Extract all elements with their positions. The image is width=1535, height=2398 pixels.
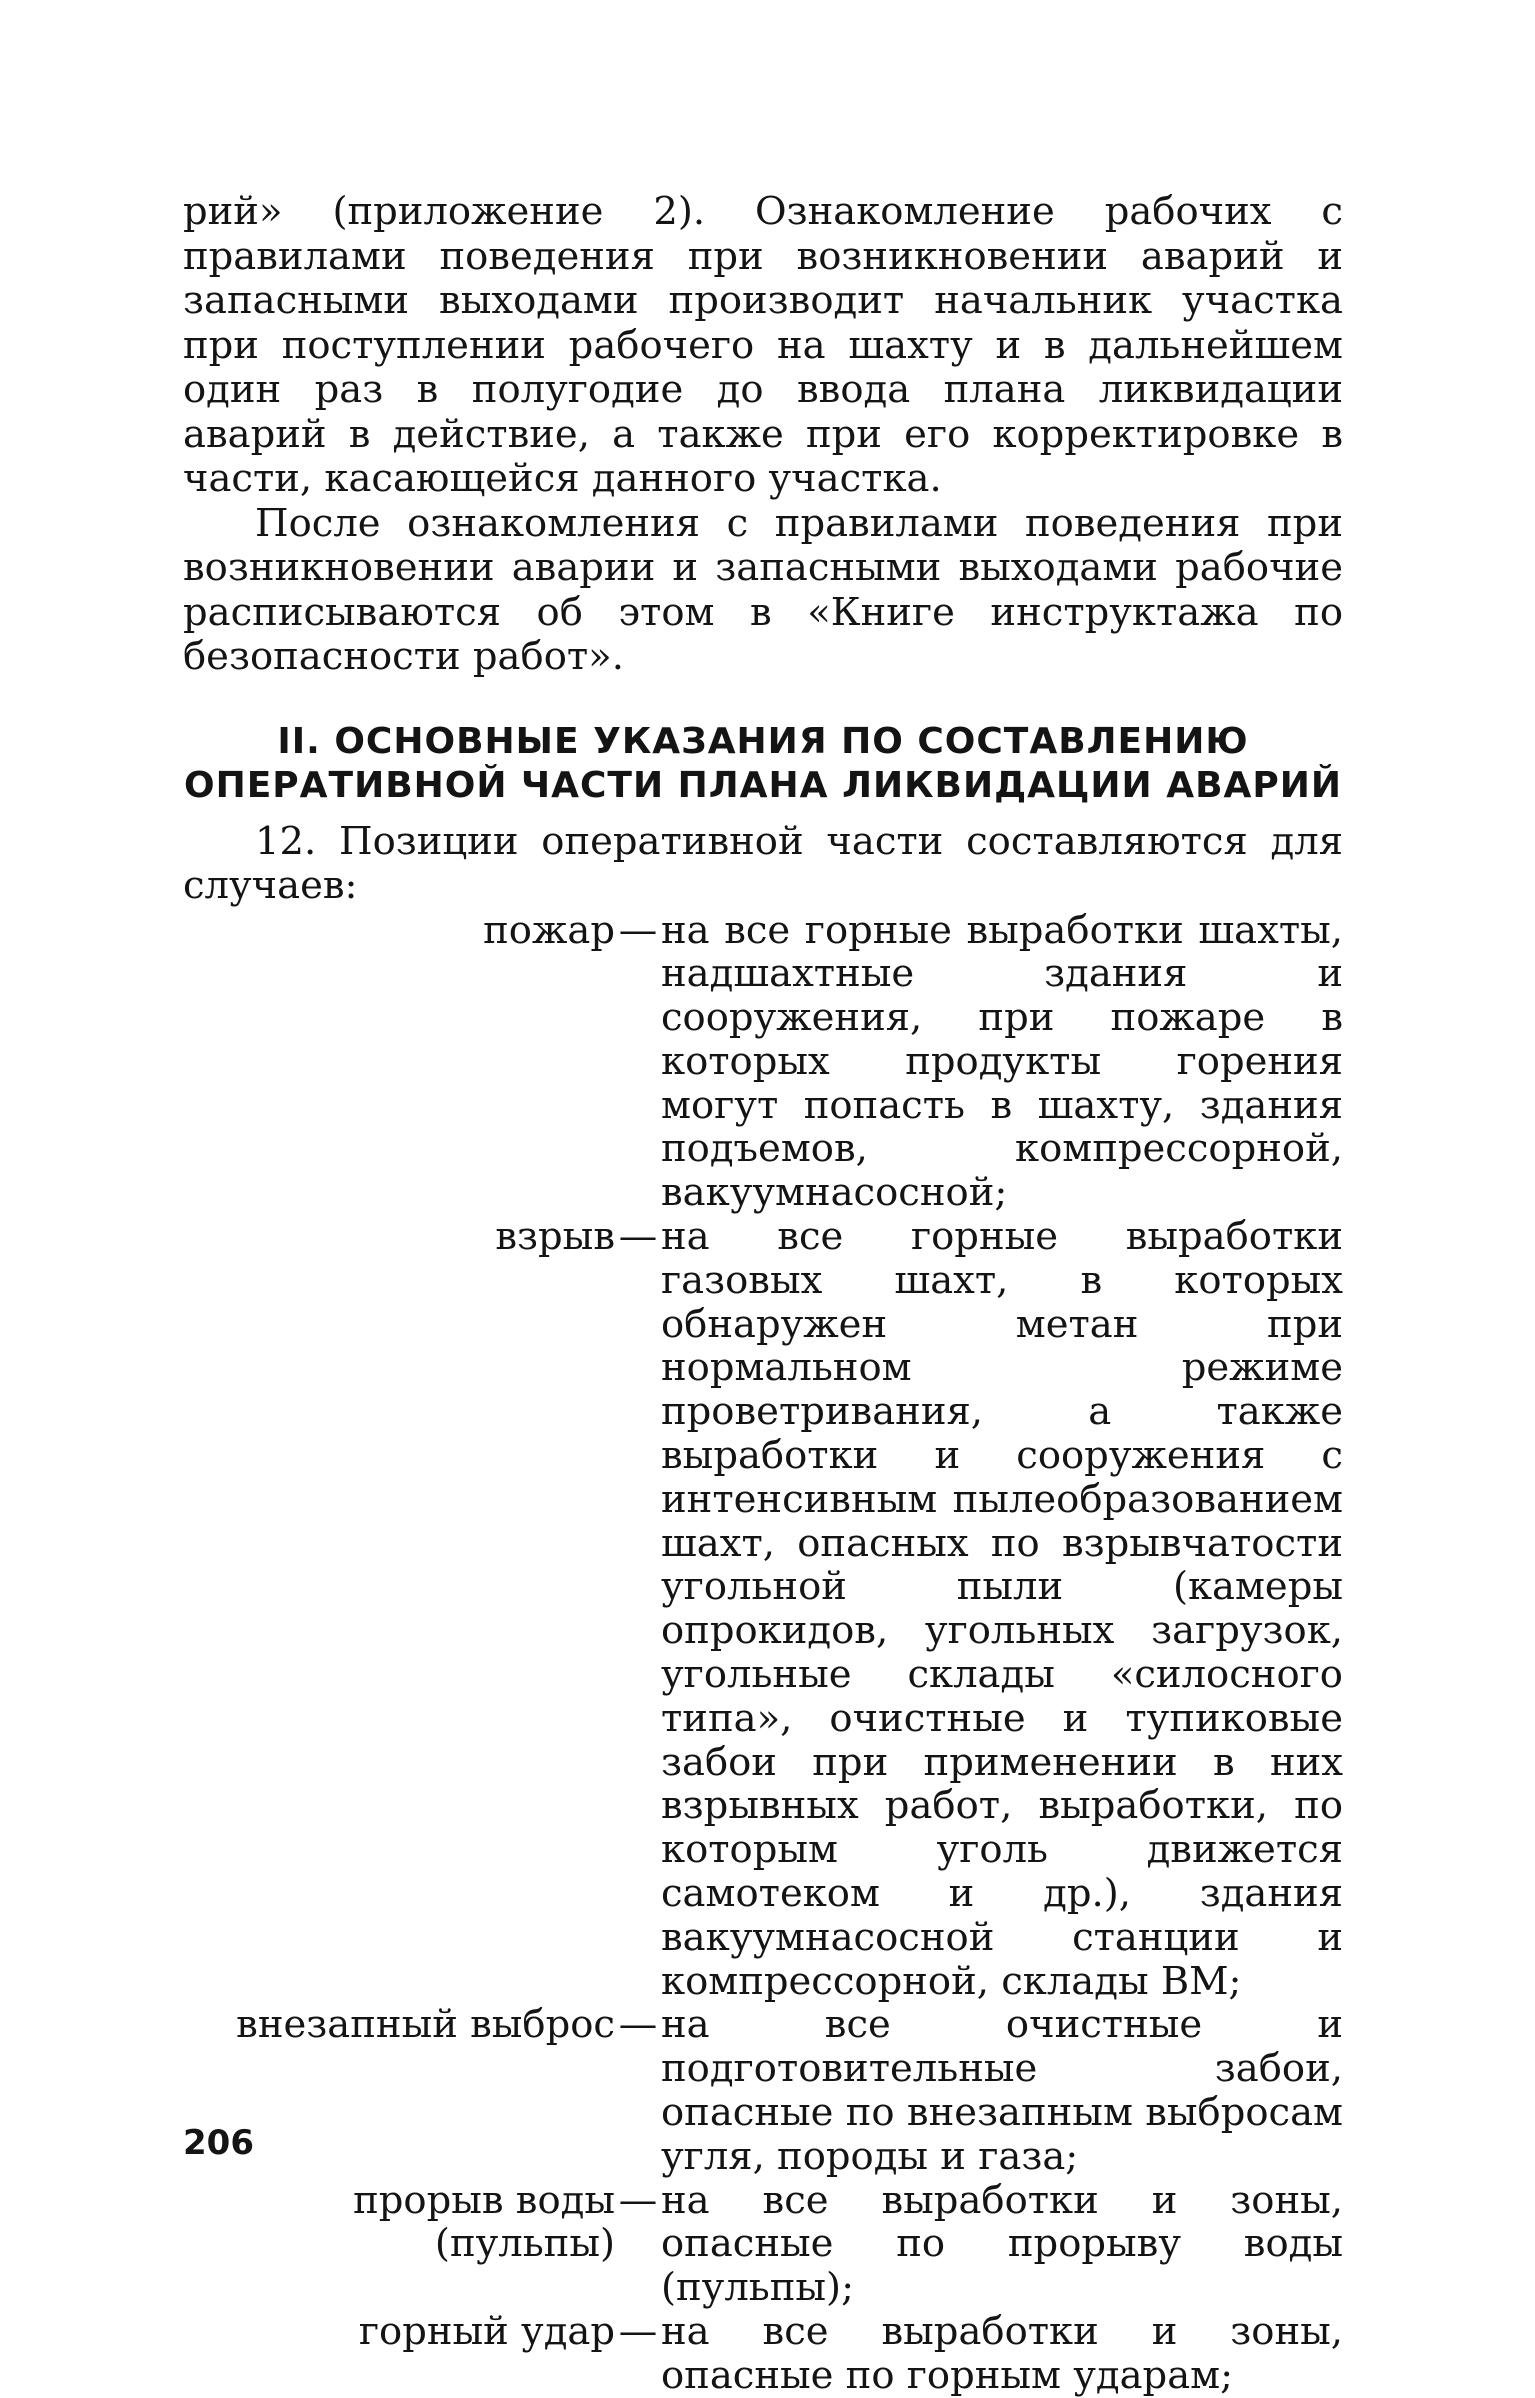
case-term: пожар bbox=[483, 907, 615, 953]
page-number: 206 bbox=[183, 2123, 254, 2163]
paragraph-2: После ознакомления с правилами поведения при возникновении аварии и запасными выходами рабочие расписываются об этом в «Книге инструктажа по безопасности работ». bbox=[183, 500, 1343, 679]
case-description: на все выработки и зоны, опасные по прорыву воды (пульпы); bbox=[661, 2177, 1343, 2311]
section-heading-line-1: II. ОСНОВНЫЕ УКАЗАНИЯ ПО СОСТАВЛЕНИЮ bbox=[277, 720, 1249, 762]
case-sudden-outburst bbox=[183, 2003, 1343, 2178]
page-body bbox=[183, 190, 1343, 2398]
item-12-intro: 12. Позиции оперативной части составляются для случаев: bbox=[183, 818, 1343, 908]
case-dash: — bbox=[618, 2002, 658, 2048]
case-description: на все горные выработки шахты, надшахтные здания и сооружения, при пожаре в которых продукты горения могут попасть в шахту, здания подъемов, компрессорной, вакуумнасосной; bbox=[661, 907, 1343, 1216]
case-term: взрыв bbox=[495, 1214, 615, 1260]
case-dash: — bbox=[618, 1214, 658, 1260]
case-water-inrush bbox=[183, 2179, 1343, 2310]
case-description: на все очистные и подготовительные забои, опасные по внезапным выбросам угля, породы и газа; bbox=[661, 2002, 1343, 2179]
case-rock-burst bbox=[183, 2310, 1343, 2398]
case-description: на все выработки и зоны, опасные по горным ударам; bbox=[661, 2309, 1343, 2398]
case-fire bbox=[183, 909, 1343, 1216]
cases-list bbox=[183, 909, 1343, 2398]
section-heading-line-2: ОПЕРАТИВНОЙ ЧАСТИ ПЛАНА ЛИКВИДАЦИИ АВАРИЙ bbox=[183, 764, 1343, 806]
section-heading bbox=[183, 720, 1343, 808]
case-dash: — bbox=[618, 2177, 658, 2223]
case-term: прорыв воды (пульпы) bbox=[353, 2177, 615, 2267]
case-term: горный удар bbox=[358, 2309, 615, 2354]
case-description: на все горные выработки газовых шахт, в которых обнаружен метан при нормальном режиме проветривания, а также выработки и сооружения с интенсивным пылеобразованием шахт, опасных по взрывчатости угольной пыли (камеры опрокидов, угольных загрузок, угольные склады «силосного типа», очистные и тупиковые забои при применении в них взрывных работ, выработки, по которым уголь движется самотеком и др.), здания вакуумнасосной станции и компрессорной, склады ВМ; bbox=[661, 1214, 1343, 2004]
case-term: внезапный выброс bbox=[236, 2002, 615, 2048]
case-dash: — bbox=[618, 907, 658, 953]
paragraph-1: рий» (приложение 2). Ознакомление рабочих с правилами поведения при возникновении аварий и запасными выходами производит начальник участка при поступлении рабочего на шахту и в дальнейшем один раз в полугодие до ввода плана ликвидации аварий в действие, а также при его корректировке в части, касающейся данного участка. bbox=[183, 189, 1343, 501]
case-explosion bbox=[183, 1215, 1343, 2003]
case-dash: — bbox=[618, 2309, 658, 2354]
